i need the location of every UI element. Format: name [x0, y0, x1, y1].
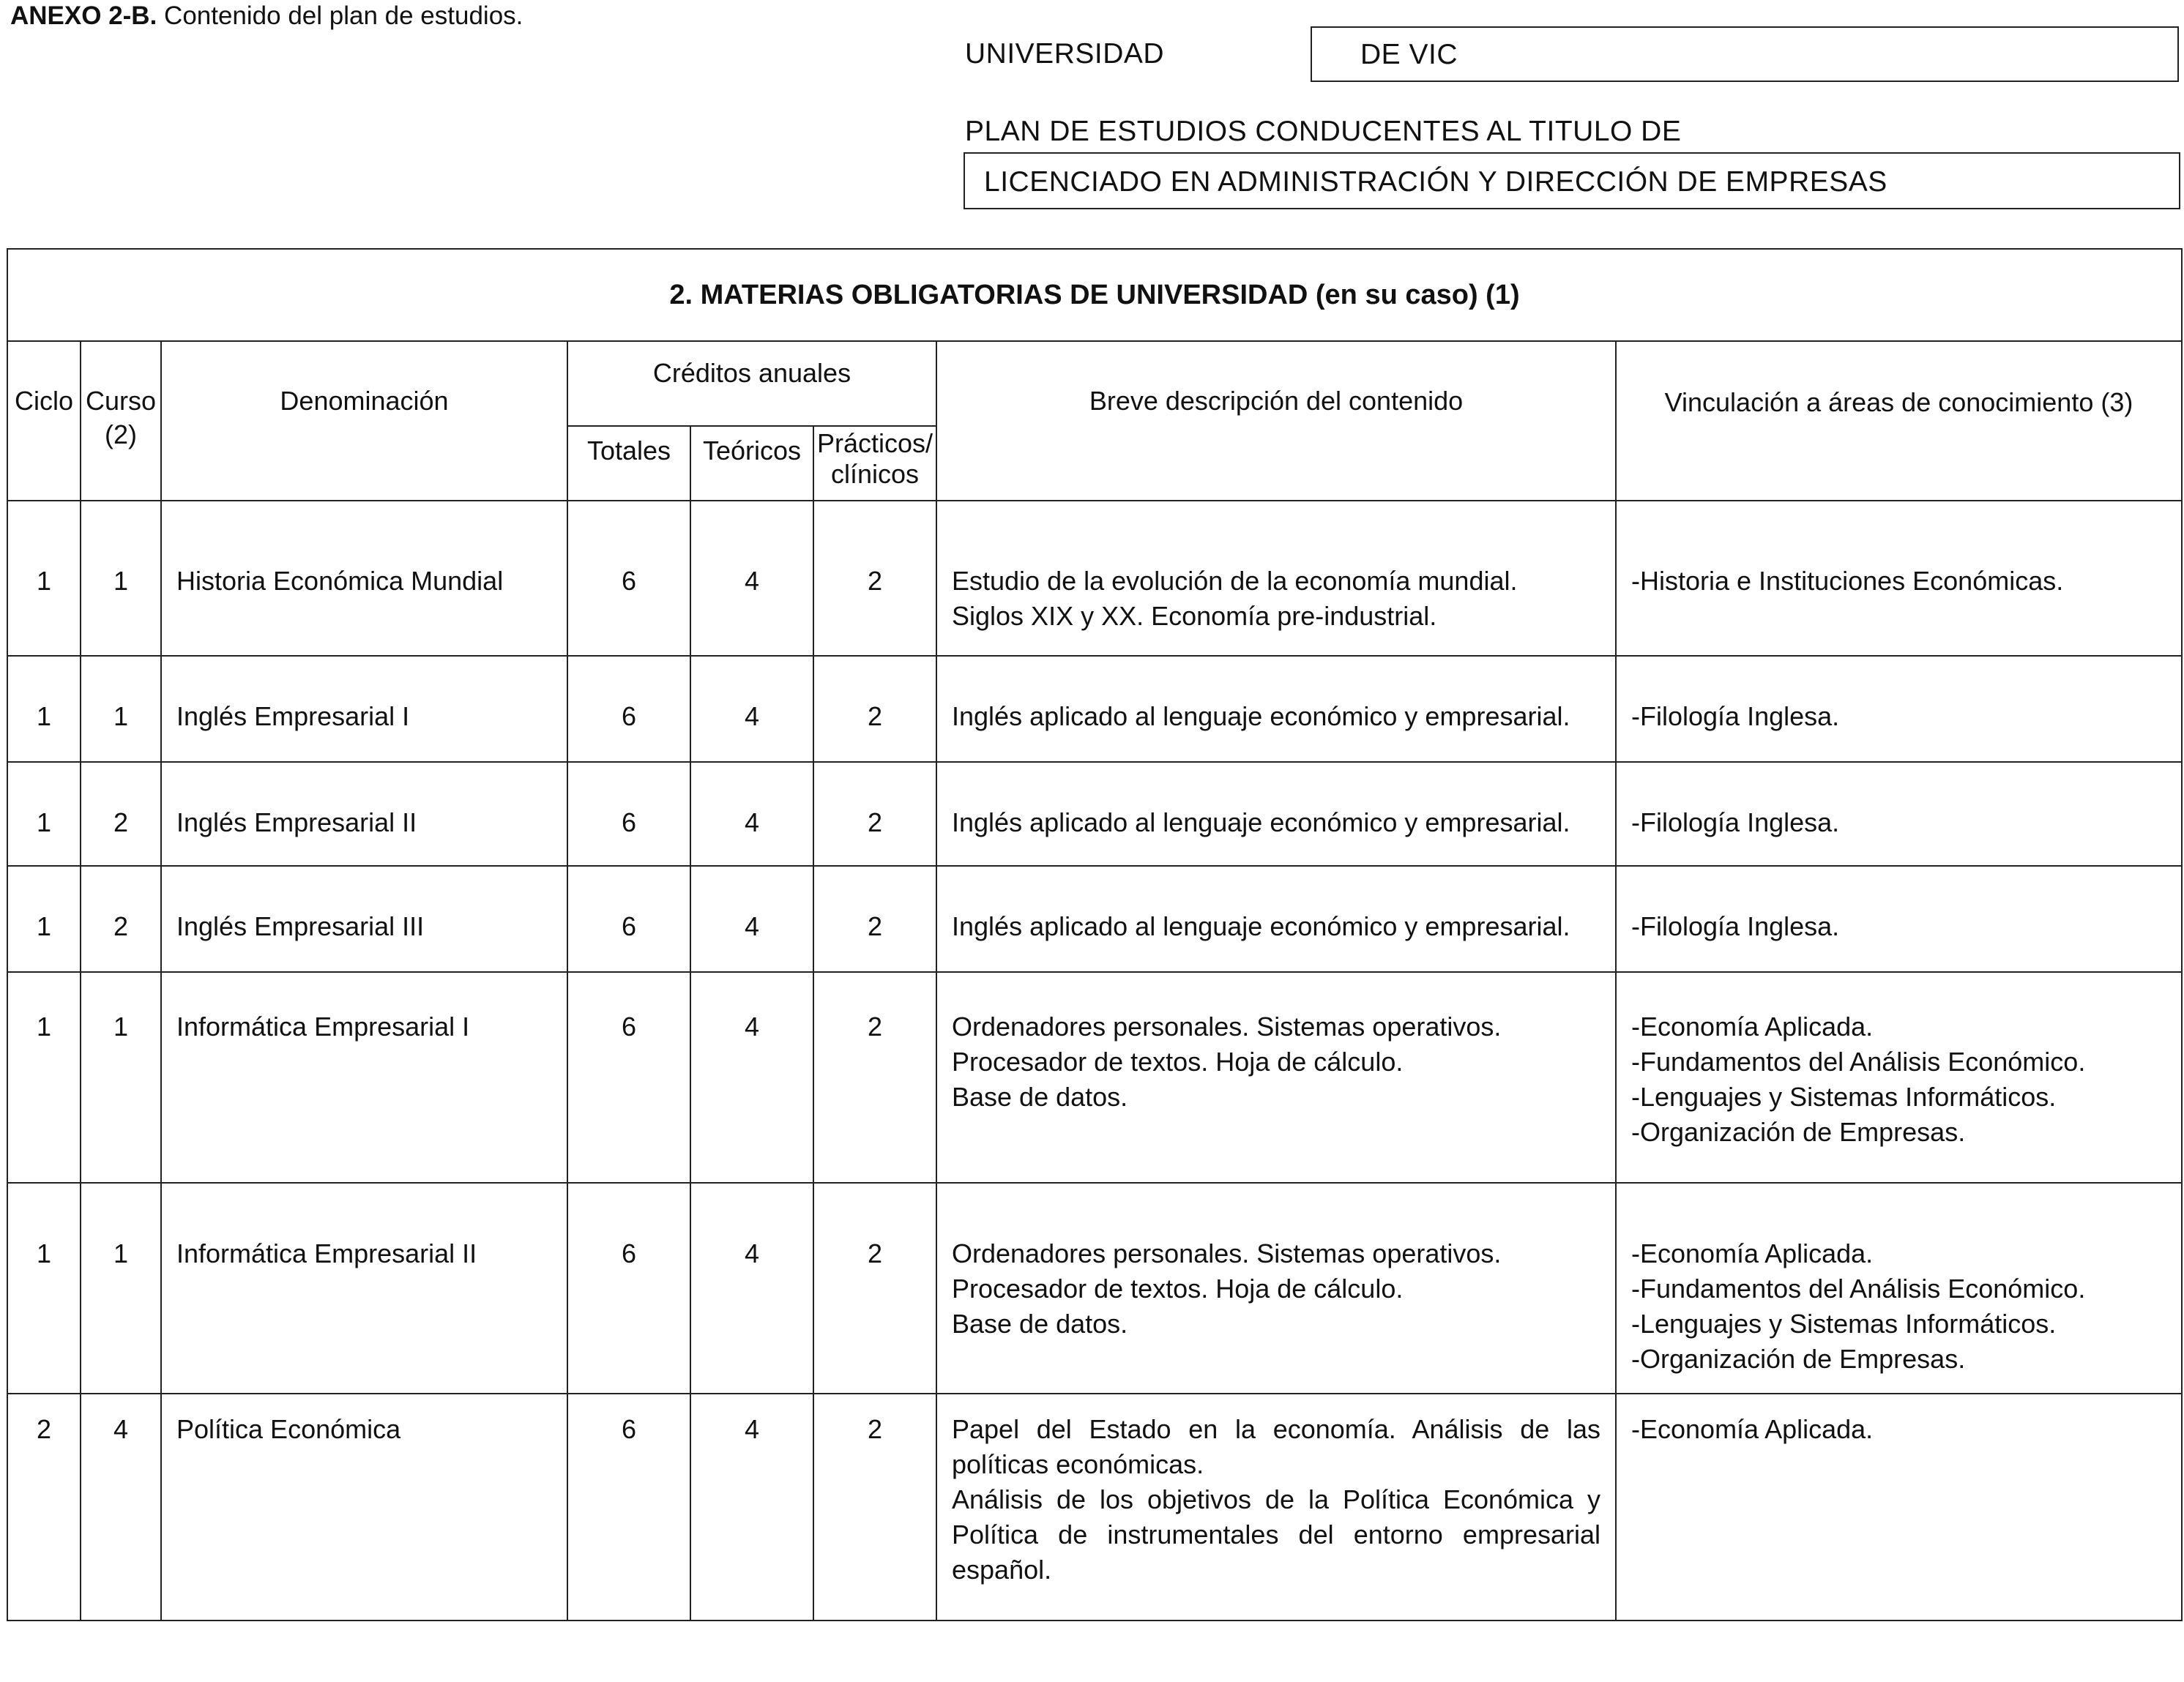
header-curso [81, 341, 161, 501]
area-line: -Economía Aplicada. [1631, 1238, 1874, 1268]
cell-denominacion: Inglés Empresarial III [161, 866, 567, 972]
descripcion-line: Estudio de la evolución de la economía mundial. [952, 566, 1518, 596]
header-practicos [813, 426, 936, 501]
cell-practicos: 2 [813, 972, 936, 1183]
table-row [7, 762, 2182, 866]
cell-denominacion: Historia Económica Mundial [161, 501, 567, 656]
cell-curso: 4 [81, 1394, 161, 1621]
cell-teoricos: 4 [690, 972, 813, 1183]
table-title: 2. MATERIAS OBLIGATORIAS DE UNIVERSIDAD (en su caso) (1) [7, 249, 2182, 341]
table-row [7, 972, 2182, 1183]
annex-heading [10, 1, 523, 31]
descripcion-line: Inglés aplicado al lenguaje económico y empresarial. [952, 911, 1570, 941]
cell-practicos: 2 [813, 866, 936, 972]
cell-vinculacion [1616, 762, 2182, 866]
cell-denominacion: Informática Empresarial I [161, 972, 567, 1183]
descripcion-line: Inglés aplicado al lenguaje económico y empresarial. [952, 701, 1570, 731]
header-creditos: Créditos anuales [567, 341, 936, 426]
table-row [7, 866, 2182, 972]
cell-totales: 6 [567, 866, 690, 972]
area-line: -Filología Inglesa. [1631, 807, 1840, 837]
cell-totales: 6 [567, 1394, 690, 1621]
cell-vinculacion [1616, 972, 2182, 1183]
descripcion-line: Ordenadores personales. Sistemas operativos. [952, 1012, 1502, 1042]
cell-descripcion [936, 866, 1616, 972]
cell-denominacion: Política Económica [161, 1394, 567, 1621]
descripcion-line: Ordenadores personales. Sistemas operativos. [952, 1238, 1502, 1268]
cell-teoricos: 4 [690, 866, 813, 972]
degree-title-value: LICENCIADO EN ADMINISTRACIÓN Y DIRECCIÓN DE EMPRESAS [984, 166, 1887, 198]
cell-denominacion: Informática Empresarial II [161, 1183, 567, 1394]
area-line: -Economía Aplicada. [1631, 1012, 1874, 1042]
cell-curso: 2 [81, 866, 161, 972]
table-row [7, 1183, 2182, 1394]
header-descripcion: Breve descripción del contenido [936, 341, 1616, 501]
header-curso-label: Curso [85, 386, 157, 416]
descripcion-line: Base de datos. [952, 1082, 1128, 1112]
header-practicos-line1: Prácticos/ [816, 428, 933, 458]
subjects-table-container [7, 248, 2181, 1682]
cell-curso: 1 [81, 656, 161, 762]
table-row [7, 1394, 2182, 1621]
header-totales: Totales [567, 426, 690, 501]
subjects-table [7, 248, 2183, 1621]
cell-ciclo: 2 [7, 1394, 81, 1621]
plan-label: PLAN DE ESTUDIOS CONDUCENTES AL TITULO DE [965, 116, 1682, 147]
cell-teoricos: 4 [690, 1183, 813, 1394]
cell-vinculacion [1616, 1183, 2182, 1394]
cell-curso: 1 [81, 972, 161, 1183]
cell-totales: 6 [567, 762, 690, 866]
area-line: -Filología Inglesa. [1631, 701, 1840, 731]
area-line: -Organización de Empresas. [1631, 1117, 1966, 1147]
cell-vinculacion [1616, 656, 2182, 762]
cell-teoricos: 4 [690, 762, 813, 866]
annex-label: ANEXO 2-B. [10, 1, 157, 30]
cell-denominacion: Inglés Empresarial II [161, 762, 567, 866]
cell-totales: 6 [567, 501, 690, 656]
area-line: -Economía Aplicada. [1631, 1414, 1874, 1444]
cell-teoricos: 4 [690, 1394, 813, 1621]
descripcion-line: Base de datos. [952, 1309, 1128, 1339]
cell-vinculacion [1616, 866, 2182, 972]
descripcion-line: Siglos XIX y XX. Economía pre-industrial. [952, 601, 1437, 631]
cell-ciclo: 1 [7, 501, 81, 656]
cell-curso: 1 [81, 501, 161, 656]
cell-denominacion: Inglés Empresarial I [161, 656, 567, 762]
cell-ciclo: 1 [7, 972, 81, 1183]
header-denominacion: Denominación [161, 341, 567, 501]
cell-vinculacion [1616, 1394, 2182, 1621]
cell-teoricos: 4 [690, 501, 813, 656]
descripcion-line: Procesador de textos. Hoja de cálculo. [952, 1274, 1404, 1304]
cell-vinculacion [1616, 501, 2182, 656]
cell-curso: 2 [81, 762, 161, 866]
area-line: -Filología Inglesa. [1631, 911, 1840, 941]
cell-practicos: 2 [813, 762, 936, 866]
descripcion-line: Análisis de los objetivos de la Política Económica y Política de instrumentales del entorno empresarial español. [952, 1484, 1600, 1585]
university-field [1311, 26, 2179, 82]
cell-curso: 1 [81, 1183, 161, 1394]
cell-practicos: 2 [813, 1183, 936, 1394]
table-row [7, 656, 2182, 762]
university-value: DE VIC [1360, 39, 1458, 70]
cell-practicos: 2 [813, 501, 936, 656]
descripcion-line: Papel del Estado en la economía. Análisis de las políticas económicas. [952, 1414, 1600, 1479]
cell-totales: 6 [567, 1183, 690, 1394]
cell-ciclo: 1 [7, 656, 81, 762]
cell-descripcion [936, 501, 1616, 656]
cell-descripcion [936, 972, 1616, 1183]
degree-title-field [964, 152, 2180, 209]
annex-description: Contenido del plan de estudios. [157, 1, 523, 30]
area-line: -Lenguajes y Sistemas Informáticos. [1631, 1082, 2057, 1112]
area-line: -Historia e Instituciones Económicas. [1631, 566, 2064, 596]
table-row [7, 501, 2182, 656]
header-practicos-line2: clínicos [830, 459, 920, 489]
cell-ciclo: 1 [7, 762, 81, 866]
area-line: -Fundamentos del Análisis Económico. [1631, 1047, 2086, 1077]
area-line: -Lenguajes y Sistemas Informáticos. [1631, 1309, 2057, 1339]
cell-ciclo: 1 [7, 1183, 81, 1394]
cell-teoricos: 4 [690, 656, 813, 762]
descripcion-line: Inglés aplicado al lenguaje económico y empresarial. [952, 807, 1570, 837]
area-line: -Organización de Empresas. [1631, 1344, 1966, 1374]
cell-descripcion [936, 1183, 1616, 1394]
area-line: -Fundamentos del Análisis Económico. [1631, 1274, 2086, 1304]
cell-totales: 6 [567, 972, 690, 1183]
cell-practicos: 2 [813, 1394, 936, 1621]
cell-descripcion [936, 1394, 1616, 1621]
header-teoricos: Teóricos [690, 426, 813, 501]
header-vinculacion: Vinculación a áreas de conocimiento (3) [1616, 341, 2182, 501]
university-label: UNIVERSIDAD [965, 38, 1165, 70]
descripcion-line: Procesador de textos. Hoja de cálculo. [952, 1047, 1404, 1077]
header-curso-note: (2) [105, 419, 137, 449]
cell-totales: 6 [567, 656, 690, 762]
cell-descripcion [936, 656, 1616, 762]
header-ciclo: Ciclo [7, 341, 81, 501]
cell-descripcion [936, 762, 1616, 866]
cell-practicos: 2 [813, 656, 936, 762]
cell-ciclo: 1 [7, 866, 81, 972]
